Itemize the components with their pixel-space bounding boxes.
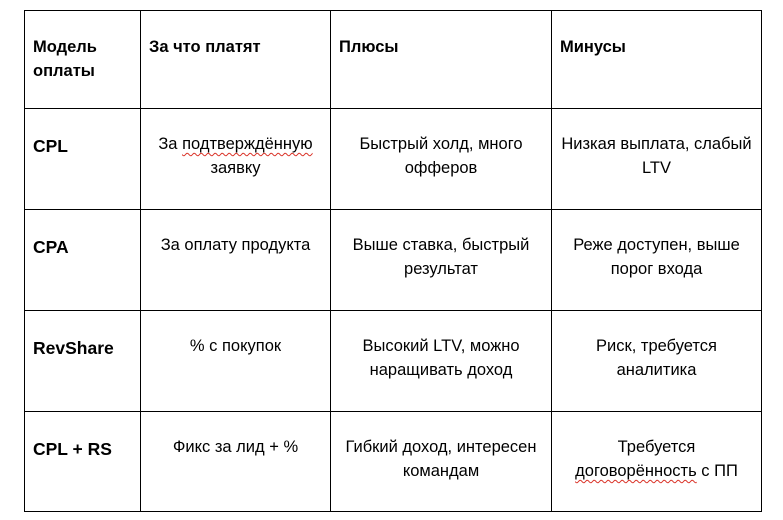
- cell-cons-text: Требуется: [617, 438, 696, 456]
- cell-pay-for-text: % с покупок: [189, 337, 282, 355]
- cell-cons: [552, 109, 762, 210]
- cell-pros: Быстрый холд, много офферов: [331, 109, 552, 210]
- cell-pay-for-text: За: [158, 135, 183, 153]
- cell-cons: [552, 311, 762, 412]
- cell-model: CPL: [25, 109, 141, 210]
- spellcheck-marked-word: договорённость: [575, 462, 697, 480]
- cell-pay-for: [141, 412, 331, 512]
- cell-cons-text-tail: с ПП: [696, 462, 738, 480]
- cell-model: CPL + RS: [25, 412, 141, 512]
- cell-pay-for-text: За оплату продукта: [160, 236, 311, 254]
- cell-pay-for: [141, 210, 331, 311]
- payment-models-table-container: [24, 10, 762, 512]
- cell-cons-text: Риск, требуется аналитика: [596, 337, 717, 379]
- cell-model: RevShare: [25, 311, 141, 412]
- payment-models-table: [24, 10, 762, 512]
- cell-pay-for: [141, 311, 331, 412]
- cell-pay-for-text: Фикс за лид + %: [172, 438, 299, 456]
- table-row-revshare: [25, 311, 762, 412]
- header-pros: Плюсы: [331, 11, 552, 109]
- table-row-cpa: [25, 210, 762, 311]
- header-model: Модель оплаты: [25, 11, 141, 109]
- cell-cons-text: Низкая выплата, слабый LTV: [561, 135, 752, 177]
- cell-pros: Высокий LTV, можно наращивать доход: [331, 311, 552, 412]
- cell-pay-for-text-tail: заявку: [210, 159, 261, 177]
- cell-model: CPA: [25, 210, 141, 311]
- table-row-cpl-rs: [25, 412, 762, 512]
- cell-pay-for: [141, 109, 331, 210]
- cell-pros: Гибкий доход, интересен командам: [331, 412, 552, 512]
- cell-pros: Выше ставка, быстрый результат: [331, 210, 552, 311]
- header-cons: Минусы: [552, 11, 762, 109]
- cell-cons: [552, 412, 762, 512]
- cell-cons: [552, 210, 762, 311]
- header-pay-for: За что платят: [141, 11, 331, 109]
- spellcheck-marked-word: подтверждённую: [182, 135, 313, 153]
- table-row-cpl: [25, 109, 762, 210]
- table-header-row: [25, 11, 762, 109]
- cell-cons-text: Реже доступен, выше порог входа: [573, 236, 740, 278]
